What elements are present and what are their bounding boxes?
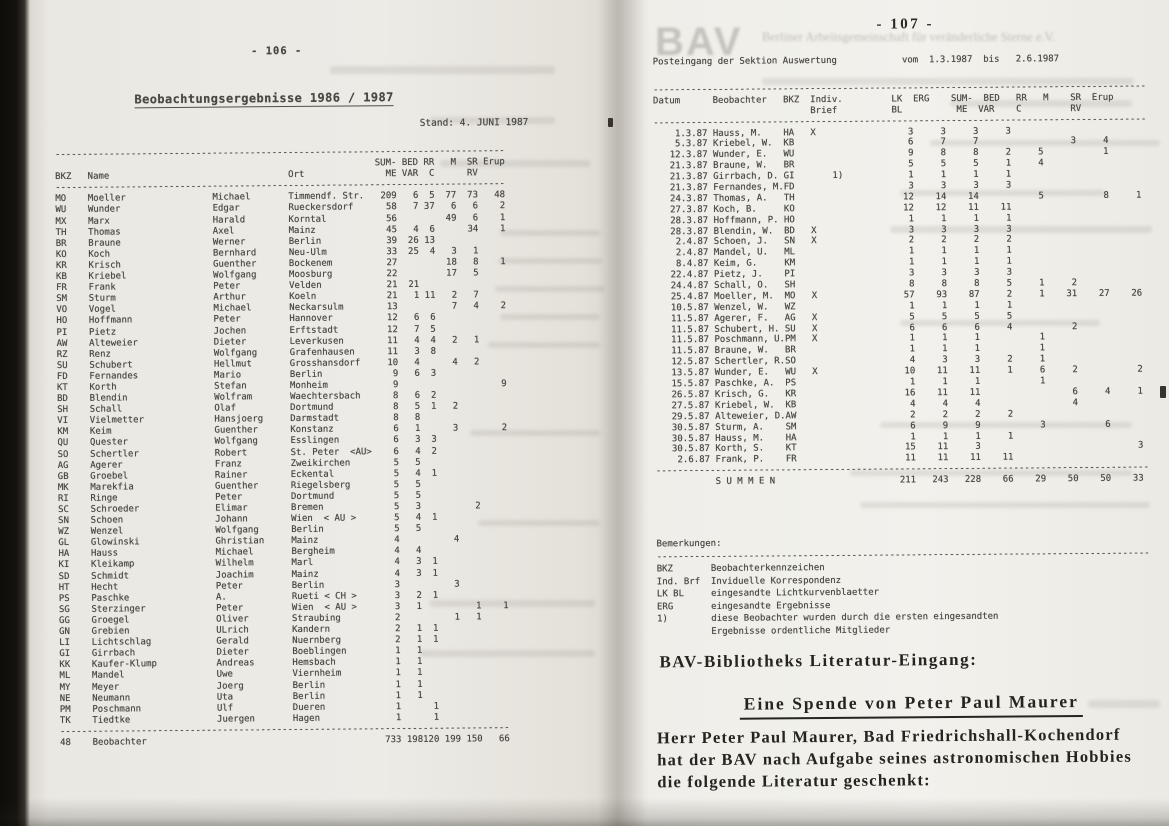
- table-row: BKZ Name Ort ME VAR C RV: [55, 168, 505, 183]
- library-paragraph-line: die folgende Literatur geschenkt:: [657, 770, 931, 792]
- table-row: TK Tiedtke Juergen Hagen 1 1: [59, 711, 510, 726]
- table-row: NE Neumann Uta Berlin 1 1: [59, 689, 510, 704]
- table-row: 28.3.87 Blendin, W. BD X 3 3 3 3: [653, 223, 1142, 237]
- table-row: Brief BL ME VAR C RV: [653, 103, 1082, 118]
- table-row: WZ Wenzel Wolfgang Berlin 5 5: [58, 523, 509, 538]
- table-row: 11.5.87 Agerer, F. AG X 5 5 5 5: [654, 310, 1143, 325]
- table-row: WU Wunder Edgar Rueckersdorf 58 7 37 6 6 2: [55, 201, 506, 216]
- table-row: 2.4.87 Mandel, U. ML 1 1 1 1: [654, 244, 1142, 259]
- table-row: TH Thomas Axel Mainz 45 4 6 34 1: [55, 223, 506, 238]
- table-row: FR Frank Peter Velden 21 21: [56, 279, 506, 294]
- table-row: GG Groegel Oliver Straubing 2 1 1: [58, 612, 509, 626]
- table-row: GB Groebel Rainer Eckental 5 4 1: [57, 467, 508, 482]
- table-row: 12.5.87 Schertler, R.SO 4 3 3 2 1: [655, 353, 1143, 368]
- table-row: SM Sturm Arthur Koeln 21 1 11 2 7: [56, 290, 506, 305]
- table-row: 21.3.87 Fernandes, M.FD 3 3 3 3: [653, 179, 1142, 194]
- stand-date-label: Stand: 4. JUNI 1987: [419, 116, 529, 129]
- table-row: SO Schertler Robert St. Peter <AU> 6 4 2: [57, 445, 508, 460]
- table-row: VO Vogel Michael Neckarsulm 13 7 4 2: [56, 301, 507, 316]
- library-paragraph-line: hat der BAV nach Aufgabe seines astronomischen Hobbies: [657, 746, 1133, 770]
- legend-line: -------------------------------------------------------------------------------------------: [656, 547, 1150, 562]
- table-row: VI Vielmetter Hansjoerg Darmstadt 8 8: [57, 412, 508, 427]
- table-row: HA Hauss Michael Bergheim 4 4: [58, 545, 509, 560]
- table-row: 11.5.87 Braune, W. BR 1 1 1 1: [654, 342, 1143, 357]
- page-number-107: - 107 -: [876, 16, 934, 33]
- table-row: 24.3.87 Thomas, A. TH 12 14 14 5 8 1: [653, 190, 1142, 205]
- table-row: -------------------------------------------------------------------------------------------: [653, 114, 1147, 129]
- table-row: 2.4.87 Schoen, J. SN X 2 2 2 2: [654, 234, 1142, 248]
- posteingang-header: Posteingang der Sektion Auswertung vom 1.3.1987 bis 2.6.1987: [652, 54, 1060, 68]
- table-row: KM Keim Guenther Konstanz 6 1 3 2: [57, 423, 508, 438]
- table-row: 1.3.87 Hauss, M. HA X 3 3 3 3: [653, 125, 1141, 139]
- table-row: SN Schoen Johann Wien < AU > 5 4 1: [58, 512, 508, 527]
- table-row: QU Quester Wolfgang Esslingen 6 3 3: [57, 434, 508, 449]
- table-row: HT Hecht Peter Berlin 3 3: [58, 578, 509, 593]
- table-row: HO Hoffmann Peter Hannover 12 6 6: [56, 312, 507, 327]
- table-row: 26.5.87 Krisch, G. KR 16 11 11 6 4 1: [655, 386, 1144, 401]
- table-row: 2.6.87 Frank, P. FR 11 11 11 11: [655, 451, 1144, 466]
- table-row: 8.4.87 Keim, G. KM 1 1 1 1: [654, 255, 1142, 270]
- table-row: 30.5.87 Hauss, M. HA 1 1 1 1: [655, 430, 1144, 444]
- table-row: KI Kleikamp Wilhelm Marl 4 3 1: [58, 556, 509, 571]
- table-row: 24.4.87 Schall, O. SH 8 8 8 5 1 2: [654, 277, 1143, 292]
- table-row: GI Girrbach Dieter Boeblingen 1 1: [59, 645, 510, 660]
- table-row: Datum Beobachter BKZ Indiv. LK ERG SUM- BED RR M SR Erup: [652, 92, 1114, 107]
- table-row: GL Glowinski Ghristian Mainz 4 4: [58, 534, 509, 549]
- table-row: KB Kriebel Wolfgang Moosburg 22 17 5: [55, 268, 506, 283]
- table-row: AW Alteweier Dieter Leverkusen 11 4 4 2 1: [56, 334, 507, 349]
- table-row: KK Kaufer-Klump Andreas Hemsbach 1 1: [59, 656, 510, 671]
- bemerkungen-legend: [656, 534, 1150, 638]
- scan-bottom-shadow: [0, 798, 1169, 826]
- bleed-through-bav-subtitle: Berliner Arbeitsgemeinschaft für veränderliche Sterne e.V.: [762, 30, 1056, 44]
- table-row: -------------------------------------------------------------------------------------------: [652, 81, 1147, 96]
- legend-line: ERG eingesandte Ergebnisse: [656, 600, 831, 612]
- right-table: [653, 81, 1149, 488]
- table-row: S U M M E N 211 243 228 66 29 50 50 33: [655, 473, 1144, 488]
- table-row: FD Fernandes Mario Berlin 9 6 3: [56, 367, 507, 382]
- table-row: -------------------------------------------------------------------------------------------: [655, 462, 1150, 477]
- table-row: ML Mandel Uwe Viernheim 1 1: [59, 667, 510, 682]
- table-row: SUM- BED RR M SR Erup: [55, 157, 505, 172]
- table-row: SG Sterzinger Peter Wien < AU > 3 1 1 1: [58, 600, 509, 615]
- legend-line: LK BL eingesandte Lichtkurvenblaetter: [656, 587, 880, 600]
- table-row: KR Krisch Guenther Bockenem 27 18 8 1: [55, 257, 506, 271]
- table-row: SH Schall Olaf Dortmund 8 5 1 2: [57, 401, 507, 416]
- table-row: 13.5.87 Wunder, E. WU X 10 11 11 1 6 2 2: [655, 364, 1143, 379]
- table-row: AG Agerer Franz Zweikirchen 5 5: [57, 456, 508, 471]
- table-row: LI Lichtschlag Gerald Nuernberg 2 1 1: [59, 634, 509, 649]
- legend-line: BKZ Beobachterkennzeichen: [656, 563, 825, 575]
- table-row: SU Schubert Hellmut Grosshansdorf 10 4 4 2: [56, 356, 507, 371]
- library-paragraph: [657, 724, 1132, 794]
- library-heading: BAV-Bibliotheks Literatur-Eingang:: [659, 649, 978, 672]
- table-row: MX Marx Harald Korntal 56 49 6 1: [55, 212, 506, 227]
- table-row: 30.5.87 Sturm, A. SM 6 9 9 3 6: [655, 419, 1144, 433]
- table-row: GN Grebien ULrich Kandern 2 1 1: [59, 623, 509, 638]
- table-row: 21.3.87 Braune, W. BR 5 5 5 1 4: [653, 157, 1142, 172]
- table-row: RI Ringe Peter Dortmund 5 5: [57, 490, 508, 504]
- table-row: PI Pietz Jochen Erftstadt 12 7 5: [56, 323, 507, 338]
- legend-line: Ind. Brf Inviduelle Korrespondenz: [656, 575, 842, 587]
- table-row: KO Koch Bernhard Neu-Ulm 33 25 4 3 1: [55, 245, 506, 260]
- table-row: 28.3.87 Hoffmann, P. HO 1 1 1 1: [653, 212, 1142, 227]
- table-row: RZ Renz Wolfgang Grafenhausen 11 3 8: [56, 345, 507, 360]
- table-row: 5.3.87 Kriebel, W. KB 6 7 7 3 4: [653, 135, 1142, 150]
- table-row: SC Schroeder Elimar Bremen 5 3 2: [58, 501, 508, 516]
- table-row: PS Paschke A. Rueti < CH > 3 2 1: [58, 589, 509, 604]
- table-row: 10.5.87 Wenzel, W. WZ 1 1 1 1: [654, 299, 1143, 314]
- table-row: 27.5.87 Kriebel, W. KB 4 4 4 4: [655, 397, 1144, 412]
- table-row: MK Marekfia Guenther Riegelsberg 5 5: [57, 478, 508, 493]
- table-row: -----------------------------------------------------------------------------------: [55, 179, 506, 194]
- table-row: 15.5.87 Paschke, A. PS 1 1 1 1: [655, 375, 1143, 390]
- table-row: SD Schmidt Joachim Mainz 4 3 1: [58, 567, 509, 582]
- table-row: 29.5.87 Alteweier, D.AW 2 2 2 2: [655, 408, 1144, 423]
- page-title-beobachtungsergebnisse: Beobachtungsergebnisse 1986 / 1987: [134, 92, 393, 108]
- table-row: -----------------------------------------------------------------------------------: [54, 146, 505, 161]
- table-row: 11.5.87 Poschmann, U.PM X 1 1 1 1: [654, 332, 1143, 346]
- library-subheading-underlined: Eine Spende von Peter Paul Maurer: [740, 691, 1083, 720]
- page-number-106: - 106 -: [251, 44, 303, 58]
- table-row: 12.3.87 Wunder, E. WU 9 8 8 2 5 1: [653, 146, 1142, 161]
- table-row: MY Meyer Joerg Berlin 1 1: [59, 678, 510, 693]
- table-row: PM Poschmann Ulf Dueren 1 1: [59, 700, 510, 715]
- bleed-through-bav-logo: BAV: [655, 20, 743, 64]
- table-row: -----------------------------------------------------------------------------------: [59, 722, 510, 737]
- library-paragraph-line: Herr Peter Paul Maurer, Bad Friedrichshall-Kochendorf: [656, 724, 1121, 748]
- table-row: 25.4.87 Moeller, M. MO X 57 93 87 2 1 31 27 26: [654, 288, 1143, 303]
- legend-line: 1) diese Beobachter wurden durch die ersten eingesandten: [657, 611, 999, 625]
- legend-line: Bemerkungen:: [656, 538, 722, 550]
- table-row: 27.3.87 Koch, B. KO 12 12 11 11: [653, 201, 1142, 216]
- table-row: MO Moeller Michael Timmendf. Str. 209 6 5 77 73 48: [55, 190, 506, 205]
- table-row: 48 Beobachter 733 198120 199 150 66: [60, 734, 510, 748]
- table-row: KT Korth Stefan Monheim 9 9: [56, 379, 507, 394]
- table-row: BD Blendin Wolfram Waechtersbach 8 6 2: [57, 390, 507, 405]
- table-row: BR Braune Werner Berlin 39 26 13: [55, 234, 506, 249]
- table-row: 21.3.87 Girrbach, D. GI 1) 1 1 1 1: [653, 168, 1142, 183]
- table-row: 22.4.87 Pietz, J. PI 3 3 3 3: [654, 266, 1143, 281]
- table-row: 11.5.87 Schubert, H. SU X 6 6 6 4 2: [654, 321, 1143, 335]
- table-row: 30.5.87 Korth, S. KT 15 11 3 3: [655, 440, 1144, 455]
- legend-line: Ergebnisse ordentliche Mitglieder: [657, 625, 891, 637]
